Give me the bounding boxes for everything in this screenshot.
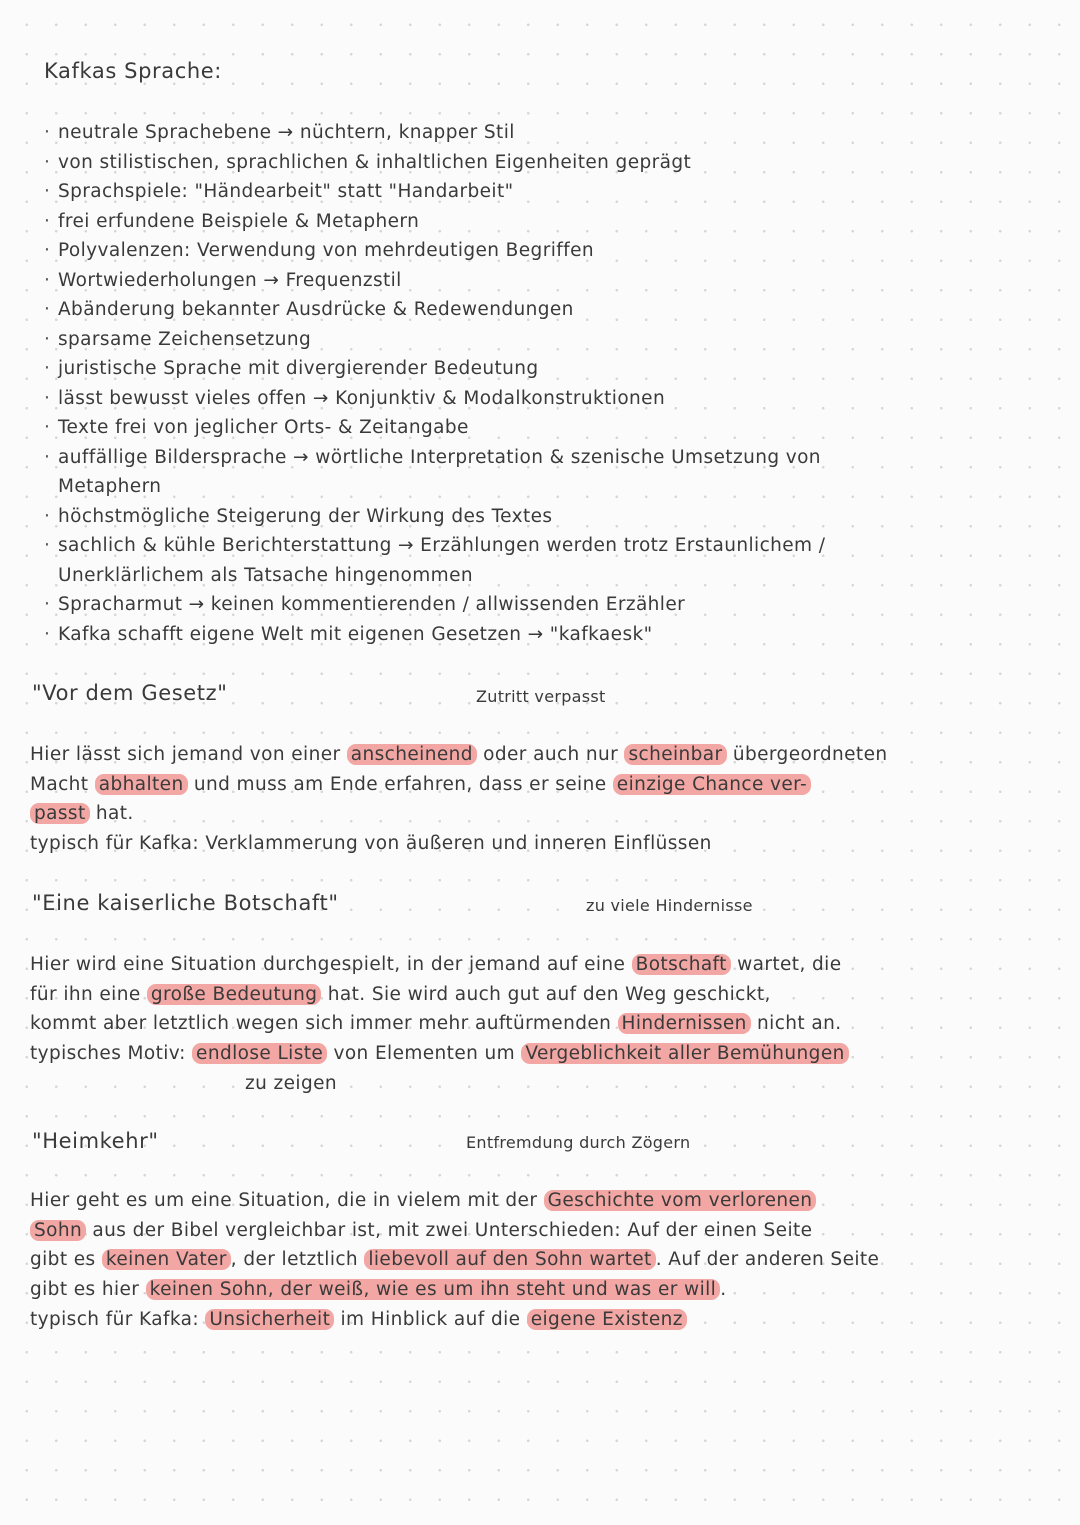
text: hat. — [89, 803, 134, 825]
list-item: · sachlich & kühle Berichterstattung → Erzählungen werden trotz Erstaunlichem / — [44, 531, 1054, 561]
section-title-vor-dem-gesetz: "Vor dem Gesetz" — [32, 681, 228, 705]
highlight: Unsicherheit — [205, 1309, 334, 1330]
section-paragraph — [30, 950, 1060, 1098]
paragraph-line — [30, 1245, 1060, 1275]
section-note: zu viele Hindernisse — [586, 896, 753, 915]
highlight: endlose Liste — [192, 1043, 327, 1064]
paragraph-line — [30, 1216, 1060, 1246]
list-item: · Polyvalenzen: Verwendung von mehrdeutigen Begriffen — [44, 236, 1054, 266]
highlight: Hindernissen — [618, 1013, 751, 1034]
highlight: scheinbar — [624, 744, 726, 765]
paragraph-line — [30, 740, 1060, 770]
text: von Elementen um — [327, 1043, 522, 1065]
section-note: Entfremdung durch Zögern — [466, 1133, 691, 1152]
highlight: große Bedeutung — [147, 984, 322, 1005]
section-paragraph — [30, 1186, 1060, 1334]
list-item: · auffällige Bildersprache → wörtliche Interpretation & szenische Umsetzung von — [44, 443, 1054, 473]
text: typisch für Kafka: — [30, 1308, 206, 1330]
text: hat. Sie wird auch gut auf den Weg geschickt, — [321, 983, 771, 1005]
text: Hier lässt sich jemand von einer — [30, 744, 347, 765]
paragraph-line: zu zeigen — [245, 1072, 337, 1094]
text: typisches Motiv: — [30, 1043, 193, 1065]
highlight: anscheinend — [347, 744, 477, 765]
paragraph-line — [30, 1009, 1060, 1039]
text: im Hinblick auf die — [334, 1308, 527, 1330]
section-note: Zutritt verpasst — [476, 687, 606, 706]
paragraph-line — [30, 1186, 1060, 1216]
list-item: · Wortwiederholungen → Frequenzstil — [44, 266, 1054, 296]
paragraph-line — [30, 770, 1060, 800]
section-title-kaiserliche-botschaft: "Eine kaiserliche Botschaft" — [32, 891, 339, 915]
text: , der letztlich — [230, 1249, 365, 1271]
list-item: · von stilistischen, sprachlichen & inhaltlichen Eigenheiten geprägt — [44, 148, 1054, 178]
highlight: keinen Sohn, der weiß, wie es um ihn steht und was er will — [146, 1279, 721, 1300]
paragraph-line — [30, 799, 1060, 829]
paragraph-line — [30, 980, 1060, 1010]
highlight: Botschaft — [632, 954, 731, 975]
text: Hier wird eine Situation durchgespielt, in der jemand auf eine — [30, 954, 632, 975]
list-item: · Abänderung bekannter Ausdrücke & Redewendungen — [44, 295, 1054, 325]
list-item: · höchstmögliche Steigerung der Wirkung des Textes — [44, 502, 1054, 532]
list-item: · lässt bewusst vieles offen → Konjunktiv & Modalkonstruktionen — [44, 384, 1054, 414]
paragraph-line — [30, 950, 1060, 980]
list-item-continuation: Metaphern — [58, 476, 162, 497]
section-paragraph — [30, 740, 1060, 859]
text: übergeordneten — [726, 744, 888, 765]
text: wartet, die — [730, 954, 842, 975]
text: gibt es hier — [30, 1279, 146, 1301]
text: aus der Bibel vergleichbar ist, mit zwei Unterschieden: Auf der einen Seite — [86, 1219, 813, 1241]
text: oder auch nur — [476, 744, 625, 765]
highlight: Sohn — [30, 1220, 86, 1241]
highlight: abhalten — [95, 774, 188, 795]
text: und muss am Ende erfahren, dass er seine — [187, 773, 613, 795]
list-item: · Sprachspiele: "Händearbeit" statt "Handarbeit" — [44, 177, 1054, 207]
highlight: liebevoll auf den Sohn wartet — [364, 1249, 655, 1270]
text: gibt es — [30, 1249, 102, 1271]
list-item: · sparsame Zeichensetzung — [44, 325, 1054, 355]
list-item: · juristische Sprache mit divergierender Bedeutung — [44, 354, 1054, 384]
list-item: · Texte frei von jeglicher Orts- & Zeitangabe — [44, 413, 1054, 443]
text: Macht — [30, 773, 95, 795]
highlight: eigene Existenz — [527, 1309, 687, 1330]
highlight: keinen Vater — [102, 1249, 231, 1270]
section-title-heimkehr: "Heimkehr" — [32, 1129, 159, 1153]
text: Hier geht es um eine Situation, die in vielem mit der — [30, 1190, 544, 1211]
page-heading: Kafkas Sprache: — [44, 59, 222, 83]
paragraph-line — [30, 1305, 1060, 1335]
highlight: Geschichte vom verlorenen — [544, 1190, 817, 1211]
list-item: · Spracharmut → keinen kommentierenden / allwissenden Erzähler — [44, 590, 1054, 620]
paragraph-line — [30, 1275, 1060, 1305]
text: für ihn eine — [30, 983, 147, 1005]
highlight: einzige Chance ver- — [613, 774, 811, 795]
text: . Auf der anderen Seite — [655, 1249, 880, 1271]
paragraph-line: typisch für Kafka: Verklammerung von äußeren und inneren Einflüssen — [30, 833, 712, 855]
highlight: passt — [30, 803, 90, 824]
list-item: · neutrale Sprachebene → nüchtern, knapper Stil — [44, 118, 1054, 148]
paragraph-line — [30, 1039, 1060, 1069]
text: kommt aber letztlich wegen sich immer mehr auftürmenden — [30, 1013, 618, 1035]
highlight: Vergeblichkeit aller Bemühungen — [521, 1043, 848, 1064]
feature-list — [44, 118, 1054, 649]
text: . — [720, 1279, 727, 1301]
list-item-continuation: Unerklärlichem als Tatsache hingenommen — [58, 564, 473, 586]
list-item: · frei erfundene Beispiele & Metaphern — [44, 207, 1054, 237]
text: nicht an. — [750, 1013, 842, 1035]
list-item: · Kafka schafft eigene Welt mit eigenen Gesetzen → "kafkaesk" — [44, 620, 1054, 650]
